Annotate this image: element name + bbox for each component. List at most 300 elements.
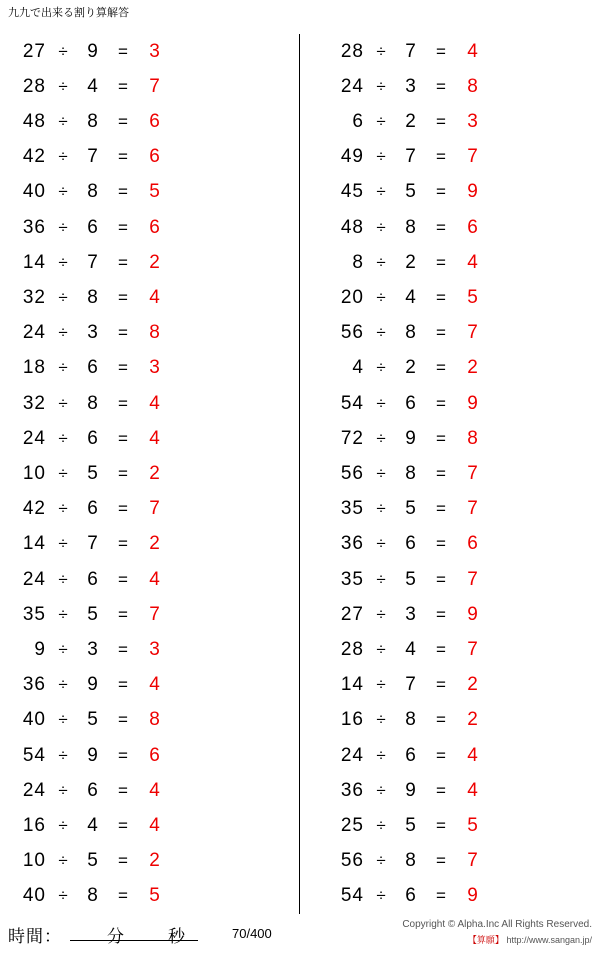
divide-icon: ÷ bbox=[58, 41, 68, 61]
divide-icon: ÷ bbox=[58, 217, 68, 237]
answer: 4 bbox=[149, 674, 161, 696]
equals-icon: = bbox=[118, 112, 128, 131]
equals-icon: = bbox=[118, 217, 128, 237]
divide-icon: ÷ bbox=[58, 252, 68, 272]
divisor: 4 bbox=[87, 815, 99, 837]
divide-icon: ÷ bbox=[376, 288, 386, 308]
answer: 3 bbox=[149, 639, 161, 661]
dividend: 40 bbox=[22, 181, 46, 203]
dividend: 20 bbox=[340, 287, 364, 309]
dividend: 4 bbox=[352, 357, 364, 379]
equals-icon: = bbox=[118, 640, 128, 660]
dividend: 10 bbox=[22, 850, 46, 872]
answer: 2 bbox=[149, 463, 161, 485]
divisor: 9 bbox=[405, 779, 417, 801]
equals-icon: = bbox=[118, 816, 128, 836]
divide-icon: ÷ bbox=[376, 217, 386, 237]
answer: 7 bbox=[149, 75, 161, 97]
answer: 4 bbox=[149, 287, 161, 309]
divisor: 5 bbox=[405, 498, 417, 520]
divisor: 4 bbox=[405, 639, 417, 661]
dividend: 36 bbox=[22, 216, 46, 238]
equals-icon: = bbox=[118, 288, 128, 308]
problem-row bbox=[6, 738, 289, 773]
divisor: 6 bbox=[87, 216, 99, 238]
footer bbox=[0, 916, 600, 956]
equals-icon: = bbox=[436, 675, 446, 695]
answer: 7 bbox=[467, 850, 479, 872]
problem-row bbox=[324, 773, 590, 808]
problem-row bbox=[6, 280, 289, 315]
divide-icon: ÷ bbox=[58, 886, 68, 906]
problem-row bbox=[6, 668, 289, 703]
divisor: 5 bbox=[405, 568, 417, 590]
dividend: 35 bbox=[22, 603, 46, 625]
minutes-label: 分 bbox=[107, 927, 124, 946]
answer: 7 bbox=[467, 146, 479, 168]
problem-row bbox=[324, 386, 590, 421]
dividend: 28 bbox=[340, 40, 364, 62]
problem-row bbox=[6, 386, 289, 421]
divisor: 8 bbox=[405, 322, 417, 344]
problem-row bbox=[324, 703, 590, 738]
problem-row bbox=[6, 175, 289, 210]
equals-icon: = bbox=[436, 464, 446, 484]
answer: 4 bbox=[149, 427, 161, 449]
answer: 5 bbox=[149, 181, 161, 203]
problem-row bbox=[324, 738, 590, 773]
answer: 2 bbox=[467, 674, 479, 696]
problem-row bbox=[324, 808, 590, 843]
problem-column-left bbox=[0, 34, 300, 914]
answer: 2 bbox=[467, 357, 479, 379]
dividend: 18 bbox=[22, 357, 46, 379]
divisor: 6 bbox=[405, 885, 417, 907]
dividend: 36 bbox=[340, 533, 364, 555]
answer: 6 bbox=[149, 111, 161, 132]
divide-icon: ÷ bbox=[376, 780, 386, 800]
divisor: 7 bbox=[405, 40, 417, 62]
dividend: 6 bbox=[352, 111, 364, 132]
equals-icon: = bbox=[118, 569, 128, 589]
divisor: 7 bbox=[87, 533, 99, 555]
divide-icon: ÷ bbox=[58, 675, 68, 695]
answer: 9 bbox=[467, 392, 479, 414]
divisor: 8 bbox=[87, 392, 99, 414]
divisor: 3 bbox=[87, 322, 99, 344]
site-brand: 【算願】 bbox=[467, 935, 504, 945]
divide-icon: ÷ bbox=[58, 323, 68, 343]
problem-row bbox=[6, 104, 289, 139]
problem-row bbox=[6, 421, 289, 456]
divide-icon: ÷ bbox=[376, 112, 386, 131]
equals-icon: = bbox=[118, 604, 128, 624]
divisor: 6 bbox=[87, 498, 99, 520]
problem-row bbox=[6, 597, 289, 632]
equals-icon: = bbox=[118, 41, 128, 61]
divide-icon: ÷ bbox=[376, 499, 386, 519]
problem-row bbox=[6, 351, 289, 386]
problem-row bbox=[6, 632, 289, 667]
answer: 6 bbox=[467, 216, 479, 238]
problem-row bbox=[324, 597, 590, 632]
answer: 4 bbox=[467, 744, 479, 766]
dividend: 16 bbox=[22, 815, 46, 837]
equals-icon: = bbox=[436, 393, 446, 413]
page-count: 70/400 bbox=[232, 926, 272, 941]
answer: 4 bbox=[149, 779, 161, 801]
site-url-text: http://www.sangan.jp/ bbox=[506, 935, 592, 945]
problem-row bbox=[324, 280, 590, 315]
divide-icon: ÷ bbox=[58, 428, 68, 448]
divisor: 6 bbox=[87, 779, 99, 801]
divisor: 8 bbox=[405, 850, 417, 872]
equals-icon: = bbox=[118, 76, 128, 96]
divide-icon: ÷ bbox=[58, 851, 68, 871]
answer: 9 bbox=[467, 885, 479, 907]
problem-row bbox=[6, 879, 289, 914]
divide-icon: ÷ bbox=[376, 358, 386, 378]
dividend: 14 bbox=[340, 674, 364, 696]
dividend: 9 bbox=[34, 639, 46, 661]
divide-icon: ÷ bbox=[376, 252, 386, 272]
equals-icon: = bbox=[118, 252, 128, 272]
answer: 2 bbox=[149, 251, 161, 273]
equals-icon: = bbox=[118, 323, 128, 343]
equals-icon: = bbox=[118, 464, 128, 484]
equals-icon: = bbox=[436, 569, 446, 589]
equals-icon: = bbox=[436, 252, 446, 272]
divisor: 9 bbox=[87, 744, 99, 766]
equals-icon: = bbox=[118, 534, 128, 554]
dividend: 56 bbox=[340, 850, 364, 872]
equals-icon: = bbox=[436, 428, 446, 448]
problem-row bbox=[324, 140, 590, 175]
answer: 8 bbox=[467, 75, 479, 97]
problem-row bbox=[324, 562, 590, 597]
divisor: 4 bbox=[405, 287, 417, 309]
dividend: 72 bbox=[340, 427, 364, 449]
dividend: 27 bbox=[340, 603, 364, 625]
problem-row bbox=[6, 210, 289, 245]
equals-icon: = bbox=[118, 886, 128, 906]
divisor: 8 bbox=[405, 463, 417, 485]
answer: 7 bbox=[467, 639, 479, 661]
dividend: 56 bbox=[340, 322, 364, 344]
divisor: 2 bbox=[405, 251, 417, 273]
divisor: 7 bbox=[87, 146, 99, 168]
equals-icon: = bbox=[436, 217, 446, 237]
divisor: 7 bbox=[87, 251, 99, 273]
divisor: 5 bbox=[87, 850, 99, 872]
problem-row bbox=[324, 175, 590, 210]
answer: 3 bbox=[467, 111, 479, 132]
problem-row bbox=[6, 844, 289, 879]
problem-row bbox=[324, 527, 590, 562]
equals-icon: = bbox=[436, 534, 446, 554]
divisor: 9 bbox=[405, 427, 417, 449]
divisor: 8 bbox=[87, 111, 99, 132]
equals-icon: = bbox=[118, 499, 128, 519]
answer: 7 bbox=[467, 568, 479, 590]
answer: 8 bbox=[149, 322, 161, 344]
equals-icon: = bbox=[436, 886, 446, 906]
problem-row bbox=[324, 316, 590, 351]
equals-icon: = bbox=[436, 640, 446, 660]
problem-row bbox=[6, 456, 289, 491]
answer: 2 bbox=[149, 533, 161, 555]
divide-icon: ÷ bbox=[376, 323, 386, 343]
divide-icon: ÷ bbox=[58, 499, 68, 519]
divide-icon: ÷ bbox=[58, 358, 68, 378]
dividend: 14 bbox=[22, 251, 46, 273]
dividend: 25 bbox=[340, 815, 364, 837]
divisor: 3 bbox=[405, 603, 417, 625]
dividend: 35 bbox=[340, 498, 364, 520]
equals-icon: = bbox=[118, 358, 128, 378]
problem-row bbox=[6, 773, 289, 808]
answer: 6 bbox=[149, 216, 161, 238]
divisor: 7 bbox=[405, 146, 417, 168]
problem-row bbox=[324, 104, 590, 139]
answer: 3 bbox=[149, 357, 161, 379]
dividend: 10 bbox=[22, 463, 46, 485]
dividend: 14 bbox=[22, 533, 46, 555]
equals-icon: = bbox=[118, 780, 128, 800]
answer: 9 bbox=[467, 603, 479, 625]
problem-row bbox=[324, 245, 590, 280]
dividend: 54 bbox=[340, 392, 364, 414]
dividend: 56 bbox=[340, 463, 364, 485]
equals-icon: = bbox=[436, 41, 446, 61]
answer: 2 bbox=[149, 850, 161, 872]
divide-icon: ÷ bbox=[376, 604, 386, 624]
divide-icon: ÷ bbox=[376, 745, 386, 765]
divisor: 2 bbox=[405, 111, 417, 132]
divisor: 5 bbox=[87, 709, 99, 731]
equals-icon: = bbox=[436, 604, 446, 624]
divisor: 2 bbox=[405, 357, 417, 379]
copyright-text: Copyright © Alpha.Inc All Rights Reserved. bbox=[402, 919, 592, 930]
problem-row bbox=[324, 632, 590, 667]
divide-icon: ÷ bbox=[376, 76, 386, 96]
divisor: 9 bbox=[87, 40, 99, 62]
problem-row bbox=[6, 34, 289, 69]
divide-icon: ÷ bbox=[58, 569, 68, 589]
answer: 7 bbox=[467, 463, 479, 485]
answer: 7 bbox=[467, 322, 479, 344]
divide-icon: ÷ bbox=[376, 393, 386, 413]
divide-icon: ÷ bbox=[58, 745, 68, 765]
divisor: 5 bbox=[405, 181, 417, 203]
equals-icon: = bbox=[436, 323, 446, 343]
divide-icon: ÷ bbox=[58, 780, 68, 800]
divisor: 6 bbox=[405, 533, 417, 555]
dividend: 28 bbox=[22, 75, 46, 97]
problem-row bbox=[324, 844, 590, 879]
answer: 5 bbox=[149, 885, 161, 907]
divide-icon: ÷ bbox=[58, 816, 68, 836]
divisor: 3 bbox=[405, 75, 417, 97]
seconds-label: 秒 bbox=[168, 927, 185, 946]
divide-icon: ÷ bbox=[376, 886, 386, 906]
answer: 9 bbox=[467, 181, 479, 203]
problem-row bbox=[6, 69, 289, 104]
equals-icon: = bbox=[436, 112, 446, 131]
dividend: 54 bbox=[340, 885, 364, 907]
divide-icon: ÷ bbox=[58, 710, 68, 730]
answer: 4 bbox=[149, 815, 161, 837]
equals-icon: = bbox=[436, 358, 446, 378]
equals-icon: = bbox=[118, 745, 128, 765]
problem-row bbox=[324, 879, 590, 914]
divide-icon: ÷ bbox=[376, 816, 386, 836]
problem-row bbox=[6, 140, 289, 175]
site-url[interactable] bbox=[468, 933, 592, 946]
divisor: 8 bbox=[87, 287, 99, 309]
problem-row bbox=[6, 527, 289, 562]
answer: 4 bbox=[149, 392, 161, 414]
dividend: 36 bbox=[22, 674, 46, 696]
dividend: 36 bbox=[340, 779, 364, 801]
equals-icon: = bbox=[436, 499, 446, 519]
divisor: 6 bbox=[87, 568, 99, 590]
divide-icon: ÷ bbox=[376, 41, 386, 61]
divisor: 5 bbox=[87, 603, 99, 625]
divide-icon: ÷ bbox=[58, 534, 68, 554]
problem-row bbox=[324, 34, 590, 69]
divide-icon: ÷ bbox=[376, 851, 386, 871]
divide-icon: ÷ bbox=[58, 604, 68, 624]
answer: 7 bbox=[149, 603, 161, 625]
dividend: 24 bbox=[22, 322, 46, 344]
answer: 4 bbox=[467, 40, 479, 62]
dividend: 42 bbox=[22, 498, 46, 520]
equals-icon: = bbox=[436, 745, 446, 765]
answer: 2 bbox=[467, 709, 479, 731]
divisor: 6 bbox=[87, 427, 99, 449]
answer: 7 bbox=[149, 498, 161, 520]
divide-icon: ÷ bbox=[376, 428, 386, 448]
problem-row bbox=[324, 210, 590, 245]
dividend: 24 bbox=[22, 779, 46, 801]
equals-icon: = bbox=[436, 851, 446, 871]
divide-icon: ÷ bbox=[376, 534, 386, 554]
divide-icon: ÷ bbox=[376, 675, 386, 695]
problem-row bbox=[6, 316, 289, 351]
problem-row bbox=[6, 492, 289, 527]
equals-icon: = bbox=[436, 780, 446, 800]
problem-row bbox=[6, 245, 289, 280]
divide-icon: ÷ bbox=[58, 147, 68, 167]
equals-icon: = bbox=[118, 851, 128, 871]
equals-icon: = bbox=[118, 428, 128, 448]
problem-row bbox=[6, 808, 289, 843]
answer: 4 bbox=[467, 251, 479, 273]
dividend: 54 bbox=[22, 744, 46, 766]
answer: 7 bbox=[467, 498, 479, 520]
answer: 3 bbox=[149, 40, 161, 62]
dividend: 24 bbox=[22, 427, 46, 449]
equals-icon: = bbox=[436, 76, 446, 96]
dividend: 42 bbox=[22, 146, 46, 168]
problem-row bbox=[324, 456, 590, 491]
problem-row bbox=[6, 703, 289, 738]
divisor: 4 bbox=[87, 75, 99, 97]
divide-icon: ÷ bbox=[376, 464, 386, 484]
equals-icon: = bbox=[118, 675, 128, 695]
dividend: 48 bbox=[340, 216, 364, 238]
divisor: 8 bbox=[405, 216, 417, 238]
time-label: 時間： bbox=[8, 927, 62, 946]
answer: 4 bbox=[467, 779, 479, 801]
divide-icon: ÷ bbox=[376, 710, 386, 730]
divisor: 8 bbox=[87, 181, 99, 203]
answer: 4 bbox=[149, 568, 161, 590]
divisor: 5 bbox=[405, 815, 417, 837]
dividend: 48 bbox=[22, 111, 46, 132]
problem-column-right bbox=[300, 34, 600, 914]
divisor: 8 bbox=[405, 709, 417, 731]
dividend: 8 bbox=[352, 251, 364, 273]
answer: 5 bbox=[467, 815, 479, 837]
divide-icon: ÷ bbox=[376, 147, 386, 167]
dividend: 27 bbox=[22, 40, 46, 62]
answer: 5 bbox=[467, 287, 479, 309]
divisor: 3 bbox=[87, 639, 99, 661]
divisor: 5 bbox=[87, 463, 99, 485]
dividend: 24 bbox=[340, 744, 364, 766]
equals-icon: = bbox=[436, 710, 446, 730]
dividend: 40 bbox=[22, 885, 46, 907]
answer: 8 bbox=[467, 427, 479, 449]
dividend: 32 bbox=[22, 287, 46, 309]
equals-icon: = bbox=[436, 288, 446, 308]
dividend: 32 bbox=[22, 392, 46, 414]
problem-row bbox=[324, 492, 590, 527]
divide-icon: ÷ bbox=[58, 640, 68, 660]
divide-icon: ÷ bbox=[376, 182, 386, 202]
dividend: 49 bbox=[340, 146, 364, 168]
equals-icon: = bbox=[118, 393, 128, 413]
equals-icon: = bbox=[436, 816, 446, 836]
divisor: 6 bbox=[405, 392, 417, 414]
problem-columns bbox=[0, 34, 600, 914]
equals-icon: = bbox=[118, 710, 128, 730]
answer: 8 bbox=[149, 709, 161, 731]
divide-icon: ÷ bbox=[58, 182, 68, 202]
equals-icon: = bbox=[118, 147, 128, 167]
dividend: 24 bbox=[340, 75, 364, 97]
problem-row bbox=[324, 668, 590, 703]
divide-icon: ÷ bbox=[58, 112, 68, 131]
divisor: 7 bbox=[405, 674, 417, 696]
answer: 6 bbox=[149, 744, 161, 766]
problem-row bbox=[324, 351, 590, 386]
divisor: 6 bbox=[87, 357, 99, 379]
problem-row bbox=[6, 562, 289, 597]
equals-icon: = bbox=[436, 182, 446, 202]
dividend: 45 bbox=[340, 181, 364, 203]
divisor: 9 bbox=[87, 674, 99, 696]
dividend: 40 bbox=[22, 709, 46, 731]
problem-row bbox=[324, 421, 590, 456]
dividend: 35 bbox=[340, 568, 364, 590]
dividend: 28 bbox=[340, 639, 364, 661]
divisor: 8 bbox=[87, 885, 99, 907]
dividend: 16 bbox=[340, 709, 364, 731]
answer: 6 bbox=[467, 533, 479, 555]
